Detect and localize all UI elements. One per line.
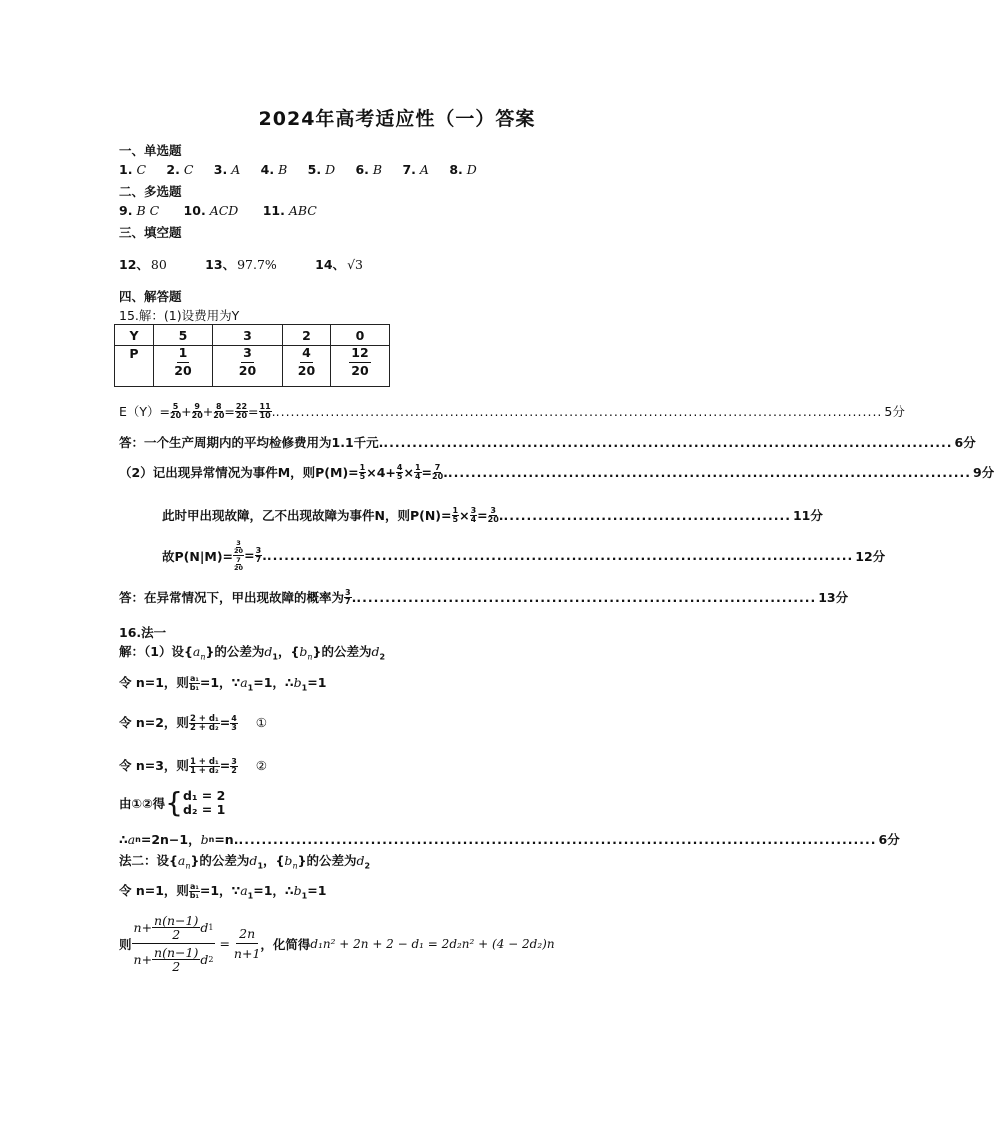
leader-dots: ...................................................................................................... <box>266 548 854 563</box>
q16-n3-line <box>119 756 267 776</box>
leader-dots: .......................................................................................................................... <box>275 403 883 419</box>
q16-n1b-line <box>119 881 326 901</box>
equation: d₂ = 1 <box>183 802 226 818</box>
q16-n1-line <box>119 673 326 693</box>
frac-den: 20 <box>170 410 182 420</box>
frac-num: 1 <box>452 505 459 515</box>
answer-text: 答：在异常情况下，甲出现故障的概率为 <box>119 590 345 605</box>
var: b <box>293 675 302 690</box>
q16-final-equation <box>119 914 555 974</box>
op: ×4+ <box>366 464 396 480</box>
answer-1: C <box>136 162 147 177</box>
frac-den: 5 <box>452 514 459 524</box>
big-fraction <box>132 914 216 974</box>
frac-num: 1 <box>359 462 366 472</box>
q16-solution-intro <box>119 642 385 662</box>
var: a <box>127 831 136 847</box>
sub: 1 <box>272 652 278 662</box>
sub: 2 <box>364 861 371 871</box>
text: }的公差为 <box>190 853 250 868</box>
text: 法二：设{ <box>119 853 178 868</box>
op: × <box>459 507 470 523</box>
frac-den: 2 <box>172 959 181 975</box>
q16-method1: 16.法一 <box>119 625 167 640</box>
sub: 1 <box>208 923 214 933</box>
answer-text: 答：一个生产周期内的平均检修费用为1.1千元. <box>119 435 384 450</box>
text: }的公差为 <box>297 853 357 868</box>
leader-dots: ................................................................................ <box>356 589 817 605</box>
part2c-text: 故P(N|M)= <box>162 548 234 564</box>
frac-num: n(n−1) <box>154 913 199 928</box>
frac-num: a₁ <box>189 674 199 683</box>
sub: 1 <box>301 891 308 901</box>
frac-den: 7 <box>255 555 262 564</box>
text: =1 <box>307 883 327 898</box>
score: 6分 <box>954 435 976 450</box>
answer-5-no: 5. <box>307 162 322 177</box>
answer-7-no: 7. <box>402 162 416 177</box>
sub: 1 <box>247 891 254 901</box>
score: 9分 <box>973 465 994 480</box>
text: ，{ <box>263 853 285 868</box>
text: =1，∵ <box>199 675 241 690</box>
rhs-fraction <box>234 926 260 961</box>
answer-13-no: 13、 <box>205 257 236 272</box>
single-choice-answers <box>119 162 477 177</box>
section-heading-single-choice: 一、单选题 <box>119 143 182 158</box>
answer-14-no: 14、 <box>315 257 346 272</box>
text: }的公差为 <box>312 644 372 659</box>
answer-11-no: 11. <box>262 203 285 218</box>
part2b-text: 此时甲出现故障，乙不出现故障为事件N，则P(N)= <box>162 508 452 523</box>
answer-4: B <box>278 162 288 177</box>
prob-num: 3 <box>241 347 254 363</box>
var: b <box>200 831 209 847</box>
text: }的公差为 <box>205 644 265 659</box>
frac-den: 20 <box>234 563 244 572</box>
text: 令 n=3，则 <box>119 758 189 773</box>
prob-num: 4 <box>300 347 313 363</box>
sub: 2 <box>208 955 214 965</box>
frac-num: n(n−1) <box>154 945 199 961</box>
equation: d₁ = 2 <box>183 788 226 803</box>
text: =1，∴ <box>253 675 294 690</box>
answer-1-no: 1. <box>119 162 133 177</box>
frac-num: 4 <box>231 714 237 723</box>
frac-num: 3 <box>345 587 351 597</box>
text: 令 n=1，则 <box>119 883 189 898</box>
text: =2n−1， <box>140 832 201 847</box>
text: ，化简得 <box>260 936 311 952</box>
multi-choice-answers <box>119 203 317 218</box>
op: = <box>244 548 255 563</box>
frac-den: 2 <box>231 766 237 775</box>
frac-den: 20 <box>432 471 444 481</box>
answer-11: ABC <box>288 203 317 218</box>
circled-2: ② <box>255 758 267 773</box>
frac-den: 4 <box>414 471 421 481</box>
frac-den: 5 <box>359 471 366 481</box>
frac-den: 20 <box>191 410 203 420</box>
score: 11分 <box>792 508 823 523</box>
text: 解：（1）设{ <box>119 644 193 659</box>
leader-dots: ........................................................................................... <box>447 464 972 480</box>
answer-line-1 <box>119 433 976 451</box>
circled-1: ① <box>255 715 267 730</box>
answer-8: D <box>466 162 477 177</box>
sub: 1 <box>257 861 264 871</box>
score: 12分 <box>855 548 886 564</box>
var: a <box>240 675 248 690</box>
var: d <box>200 952 209 968</box>
frac-den: 10 <box>259 410 271 420</box>
sub: n <box>208 834 215 844</box>
page-title: 2024年高考适应性（一）答案 <box>258 108 536 130</box>
frac-num: 9 <box>194 401 200 411</box>
table-cell <box>115 346 154 387</box>
op: × <box>403 464 414 480</box>
op: = <box>219 936 230 952</box>
op: = <box>219 715 231 730</box>
frac-num: 3 <box>490 505 496 515</box>
op: = <box>219 758 231 773</box>
prob-den: 20 <box>297 362 316 378</box>
frac-den: 20 <box>234 546 244 555</box>
text: n+ <box>133 952 153 968</box>
answer-14: √3 <box>347 257 363 272</box>
expectation-line: E（Y）= $\frac{5}{20}$ + $\frac{9}{20}$ + $\frac{8}{20}$ = $\frac{22}{20}$ = $\frac{11}{10}$ . .......................................................................................................................... 5分 <box>119 401 905 420</box>
answer-6-no: 6. <box>355 162 369 177</box>
op: = <box>421 464 432 480</box>
sub: n <box>135 834 141 844</box>
q16-n2-line <box>119 713 267 733</box>
var: d <box>200 920 209 936</box>
text: 令 n=2，则 <box>119 715 189 730</box>
frac-num: 7 <box>434 462 441 472</box>
score: 13分 <box>818 590 849 605</box>
part2b-line: 此时甲出现故障，乙不出现故障为事件N，则P(N)= $\frac{1}{5}$ × $\frac{3}{4}$ = $\frac{3}{20}$ . .................................................. 11分 <box>162 505 823 524</box>
frac-den: 5 <box>396 471 403 481</box>
q15-intro: 15.解：(1)设费用为Y <box>119 308 240 323</box>
text: 由①②得 <box>119 796 166 812</box>
frac-num: 3 <box>236 539 241 547</box>
frac-den: 2 <box>172 927 181 943</box>
frac-den: 20 <box>213 410 225 420</box>
text: 令 n=1，则 <box>119 675 189 690</box>
answer-5: D <box>325 162 336 177</box>
table-cell: 0 <box>331 325 390 346</box>
sub: n <box>185 861 191 871</box>
answer-7: A <box>419 162 429 177</box>
table-row <box>115 346 390 387</box>
text: 则 <box>119 936 132 952</box>
q16-method2 <box>119 851 370 871</box>
table-row <box>115 325 390 346</box>
frac-num: 3 <box>231 757 237 766</box>
var: a <box>192 644 201 659</box>
distribution-table <box>114 324 390 387</box>
answer-6: B <box>372 162 383 177</box>
score: 5分 <box>884 404 905 419</box>
var: b <box>293 883 302 898</box>
section-heading-fill-blank: 三、填空题 <box>119 225 182 240</box>
answer-line-2: 答：在异常情况下，甲出现故障的概率为 $\frac{3}{7}$ . ................................................................................ 13分 <box>119 587 849 606</box>
frac-den: b₁ <box>189 683 199 692</box>
sub: 2 <box>379 652 386 662</box>
var: a <box>177 853 186 868</box>
table-cell <box>331 346 390 387</box>
op: = <box>477 507 488 523</box>
prob-num: 1 <box>177 347 190 363</box>
sub: 1 <box>247 683 254 693</box>
leader-dots: ................................................................................................... <box>383 434 953 450</box>
frac-num: 1 <box>414 462 421 472</box>
prob-den: 20 <box>174 362 192 378</box>
answer-12: 80 <box>150 257 167 272</box>
part2-text: （2）记出现异常情况为事件M，则P(M)= <box>119 465 359 480</box>
frac-den: 20 <box>235 410 248 420</box>
frac-num: 3 <box>255 546 262 555</box>
answer-13: 97.7% <box>237 257 277 272</box>
frac-den: 20 <box>487 514 499 524</box>
text: =n. <box>214 831 239 847</box>
part2c-line: 故P(N|M)= $\frac{\frac{3}{20}}{\frac{7}{20}}$ = $\frac{3}{7}$ . ...................................................................................................... 12分 <box>162 539 886 572</box>
table-cell: 2 <box>283 325 331 346</box>
text: =1 <box>307 675 327 690</box>
frac-num: 22 <box>235 401 248 411</box>
text: ∴ <box>119 831 128 847</box>
var: b <box>284 853 293 868</box>
text: n+ <box>133 920 153 936</box>
leader-dots: .................................................. <box>503 507 791 523</box>
answer-9: B C <box>136 203 160 218</box>
frac-num: 2 + d₁ <box>189 713 219 724</box>
frac-num: 2n <box>236 926 258 944</box>
sub: n <box>307 652 313 662</box>
prob-num: 12 <box>349 347 370 363</box>
part2-line: （2）记出现异常情况为事件M，则P(M)= $\frac{1}{5}$ ×4+ $\frac{4}{5}$ × $\frac{1}{4}$ = $\frac{7}{20}$ . ........................................................................................... 9分 <box>119 462 994 481</box>
answer-4-no: 4. <box>260 162 275 177</box>
var: b <box>299 644 308 659</box>
leader-dots: ............................................................................................................... <box>238 831 877 847</box>
frac-num: 7 <box>236 556 241 564</box>
answer-9-no: 9. <box>119 203 133 218</box>
answer-3: A <box>231 162 241 177</box>
var: d <box>249 853 258 868</box>
p-label: P <box>129 346 139 361</box>
sub: n <box>292 861 298 871</box>
section-heading-multi-choice: 二、多选题 <box>119 184 182 199</box>
answer-2-no: 2. <box>166 162 180 177</box>
frac-num: 1 + d₁ <box>189 756 219 767</box>
frac-num: 3 <box>470 505 477 515</box>
section-heading-solutions: 四、解答题 <box>119 289 182 304</box>
frac-den: 7 <box>345 596 351 606</box>
table-cell <box>283 346 331 387</box>
big-frac-num <box>132 914 216 943</box>
text: =1，∵ <box>199 883 241 898</box>
prob-den: 20 <box>351 362 369 378</box>
frac-den: n+1 <box>233 946 261 962</box>
answer-8-no: 8. <box>449 162 463 177</box>
frac-den: b₁ <box>189 891 199 900</box>
frac-num: 5 <box>172 401 179 411</box>
big-frac-den <box>132 943 216 973</box>
var: d <box>371 644 380 659</box>
frac-num: 11 <box>259 401 271 411</box>
var: a <box>240 883 248 898</box>
q16-result-line <box>119 830 900 848</box>
answer-3-no: 3. <box>213 162 228 177</box>
frac-num: a₁ <box>189 882 199 891</box>
fill-blank-answers <box>119 255 363 273</box>
answer-10: ACD <box>209 203 239 218</box>
answer-10-no: 10. <box>183 203 206 218</box>
sub: 1 <box>301 683 308 693</box>
frac-den: 4 <box>470 514 477 524</box>
prob-den: 20 <box>238 362 257 378</box>
score: 6分 <box>878 832 900 847</box>
sub: n <box>200 652 206 662</box>
frac-num: 4 <box>396 462 403 472</box>
text: =1，∴ <box>253 883 294 898</box>
text: ，{ <box>277 644 300 659</box>
ey-prefix: E（Y）= <box>119 404 171 419</box>
frac-num: 8 <box>216 401 222 411</box>
simplified-expression: d₁n² + 2n + 2 − d₁ = 2d₂n² + (4 − 2d₂)n <box>310 936 555 951</box>
frac-den: 1 + d₂ <box>189 766 219 776</box>
table-cell: Y <box>115 325 154 346</box>
answer-2: C <box>183 162 194 177</box>
answer-12-no: 12、 <box>119 257 149 272</box>
var: d <box>356 853 365 868</box>
table-cell: 3 <box>213 325 283 346</box>
var: d <box>264 644 273 659</box>
table-cell: 5 <box>154 325 213 346</box>
table-cell <box>213 346 283 387</box>
frac-den: 2 + d₂ <box>189 723 219 733</box>
frac-den: 3 <box>231 723 237 732</box>
q16-system <box>119 786 226 820</box>
table-cell <box>154 346 213 387</box>
brace-icon: { <box>165 786 183 820</box>
